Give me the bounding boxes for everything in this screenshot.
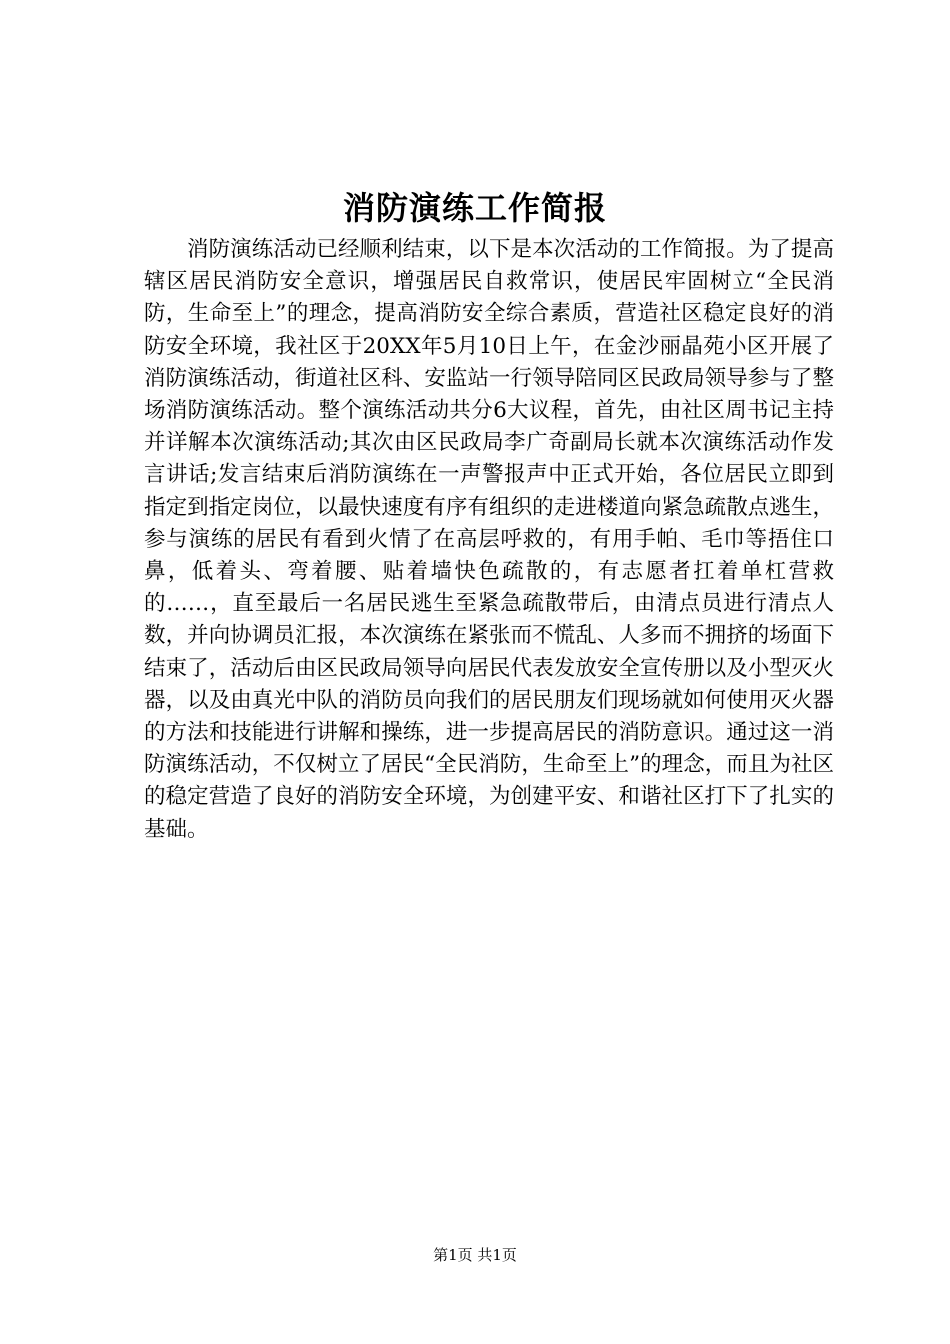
page-number-footer: 第1页 共1页 bbox=[433, 1246, 517, 1264]
document-body-paragraph: 消防演练活动已经顺利结束，以下是本次活动的工作简报。为了提高辖区居民消防安全意识，增强居民自救常识，使居民牢固树立“全民消防，生命至上”的理念，提高消防安全综合素质，营造社区稳定良好的消防安全环境，我社区于20XX年5月10日上午，在金沙丽晶苑小区开展了消防演练活动，街道社区科、安监站一行领导陪同区民政局领导参与了整场消防演练活动。整个演练活动共分6大议程，首先，由社区周书记主持并详解本次演练活动;其次由区民政局李广奇副局长就本次演练活动作发言讲话;发言结束后消防演练在一声警报声中正式开始，各位居民立即到指定到指定岗位，以最快速度有序有组织的走进楼道向紧急疏散点逃生，参与演练的居民有看到火情了在高层呼救的，有用手帕、毛巾等捂住口鼻，低着头、弯着腰、贴着墙快色疏散的，有志愿者扛着单杠营救的……，直至最后一名居民逃生至紧急疏散带后，由清点员进行清点人数，并向协调员汇报，本次演练在紧张而不慌乱、人多而不拥挤的场面下结束了，活动后由区民政局领导向居民代表发放安全宣传册以及小型灭火器，以及由真光中队的消防员向我们的居民朋友们现场就如何使用灭火器的方法和技能进行讲解和操练，进一步提高居民的消防意识。通过这一消防演练活动，不仅树立了居民“全民消防，生命至上”的理念，而且为社区的稳定营造了良好的消防安全环境，为创建平安、和谐社区打下了扎实的基础。 bbox=[144, 237, 834, 842]
document-title: 消防演练工作简报 bbox=[342, 189, 607, 227]
